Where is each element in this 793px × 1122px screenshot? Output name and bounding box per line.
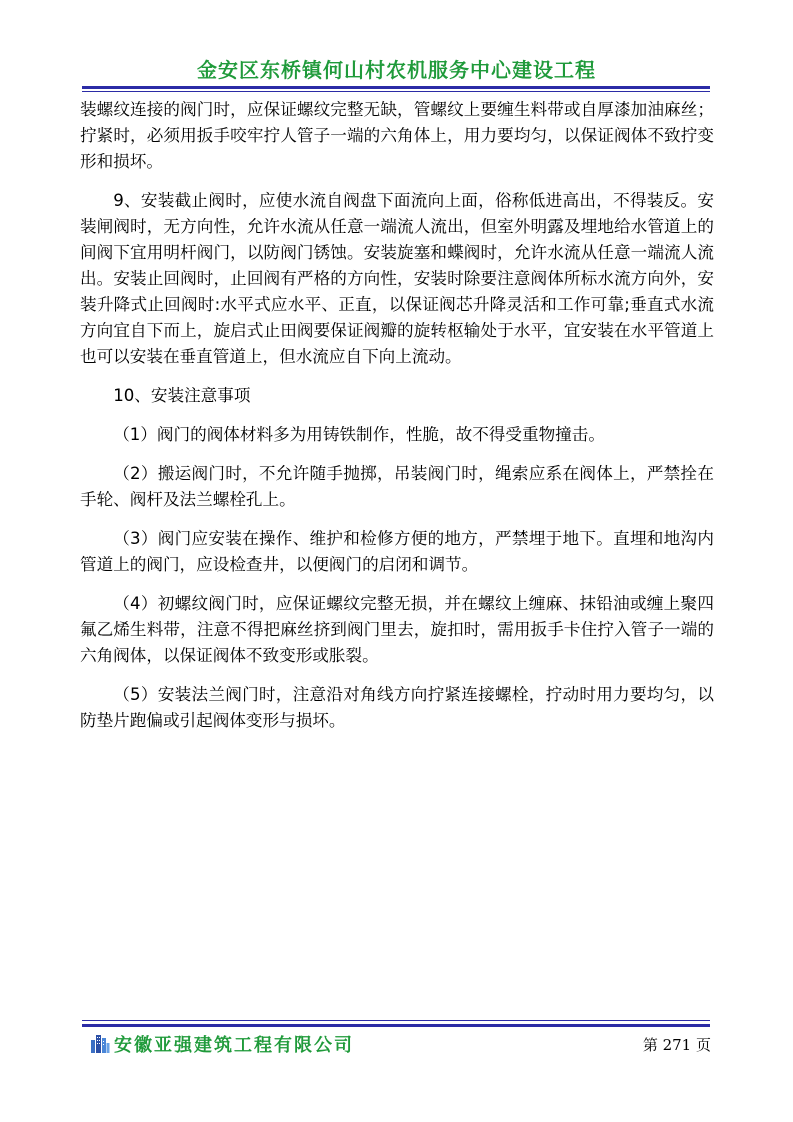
paragraph: 9、安装截止阀时，应使水流自阀盘下面流向上面，俗称低进高出，不得装反。安装闸阀时，无方向性，允许水流从任意一端流人流出，但室外明露及埋地给水管道上的间阀下宜用明杆阀门，以防阀门锈蚀。安装旋塞和蝶阀时，允许水流从任意一端流人流出。安装止回阀时，止回阀有严格的方向性，安装时除要注意阀体所标水流方向外，安装升降式止回阀时:水平式应水平、正直，以保证阀芯升降灵活和工作可靠;垂直式水流方向宜自下而上，旋启式止田阀要保证阀瓣的旋转枢输处于水平，宜安装在水平管道上也可以安装在垂直管道上，但水流应自下向上流动。: [80, 191, 714, 366]
paragraph: （3）阀门应安装在操作、维护和检修方便的地方，严禁埋于地下。直埋和地沟内管道上的阀门，应设检查井，以便阀门的启闭和调节。: [80, 529, 714, 574]
section-heading: 10、安装注意事项: [113, 386, 251, 405]
paragraph: （4）初螺纹阀门时，应保证螺纹完整无损，并在螺纹上缠麻、抹铅油或缠上聚四氟乙烯生料带，注意不得把麻丝挤到阀门里去，旋扣时，需用扳手卡住拧入管子一端的六角阀体，以保证阀体不致变形或胀裂。: [80, 594, 714, 665]
document-body: [80, 97, 714, 747]
header-rule-thick: [82, 86, 710, 89]
page-number: 第 271 页: [642, 1036, 711, 1054]
paragraph: 装螺纹连接的阀门时，应保证螺纹完整无缺，管螺纹上要缠生料带或自厚漆加油麻丝；拧紧时，必须用扳手咬牢拧人管子一端的六角体上，用力要均匀，以保证阀体不致拧变形和损坏。: [80, 100, 714, 171]
footer-rule-thick: [82, 1024, 710, 1027]
footer-company-name: 安徽亚强建筑工程有限公司: [114, 1035, 354, 1056]
paragraph: （2）搬运阀门时，不允许随手抛掷，吊装阀门时，绳索应系在阀体上，严禁拴在手轮、阀杆及法兰螺栓孔上。: [80, 464, 714, 509]
footer-rule-thin: [82, 1020, 710, 1021]
header-rule-thin: [82, 91, 710, 92]
paragraph: （5）安装法兰阀门时，注意沿对角线方向拧紧连接螺栓，拧动时用力要均匀，以防垫片跑偏或引起阀体变形与损坏。: [80, 685, 714, 730]
building-logo-icon: [90, 1032, 110, 1054]
paragraph: （1）阀门的阀体材料多为用铸铁制作，性脆，故不得受重物撞击。: [113, 425, 605, 444]
document-header-title: 金安区东桥镇何山村农机服务中心建设工程: [197, 58, 596, 82]
